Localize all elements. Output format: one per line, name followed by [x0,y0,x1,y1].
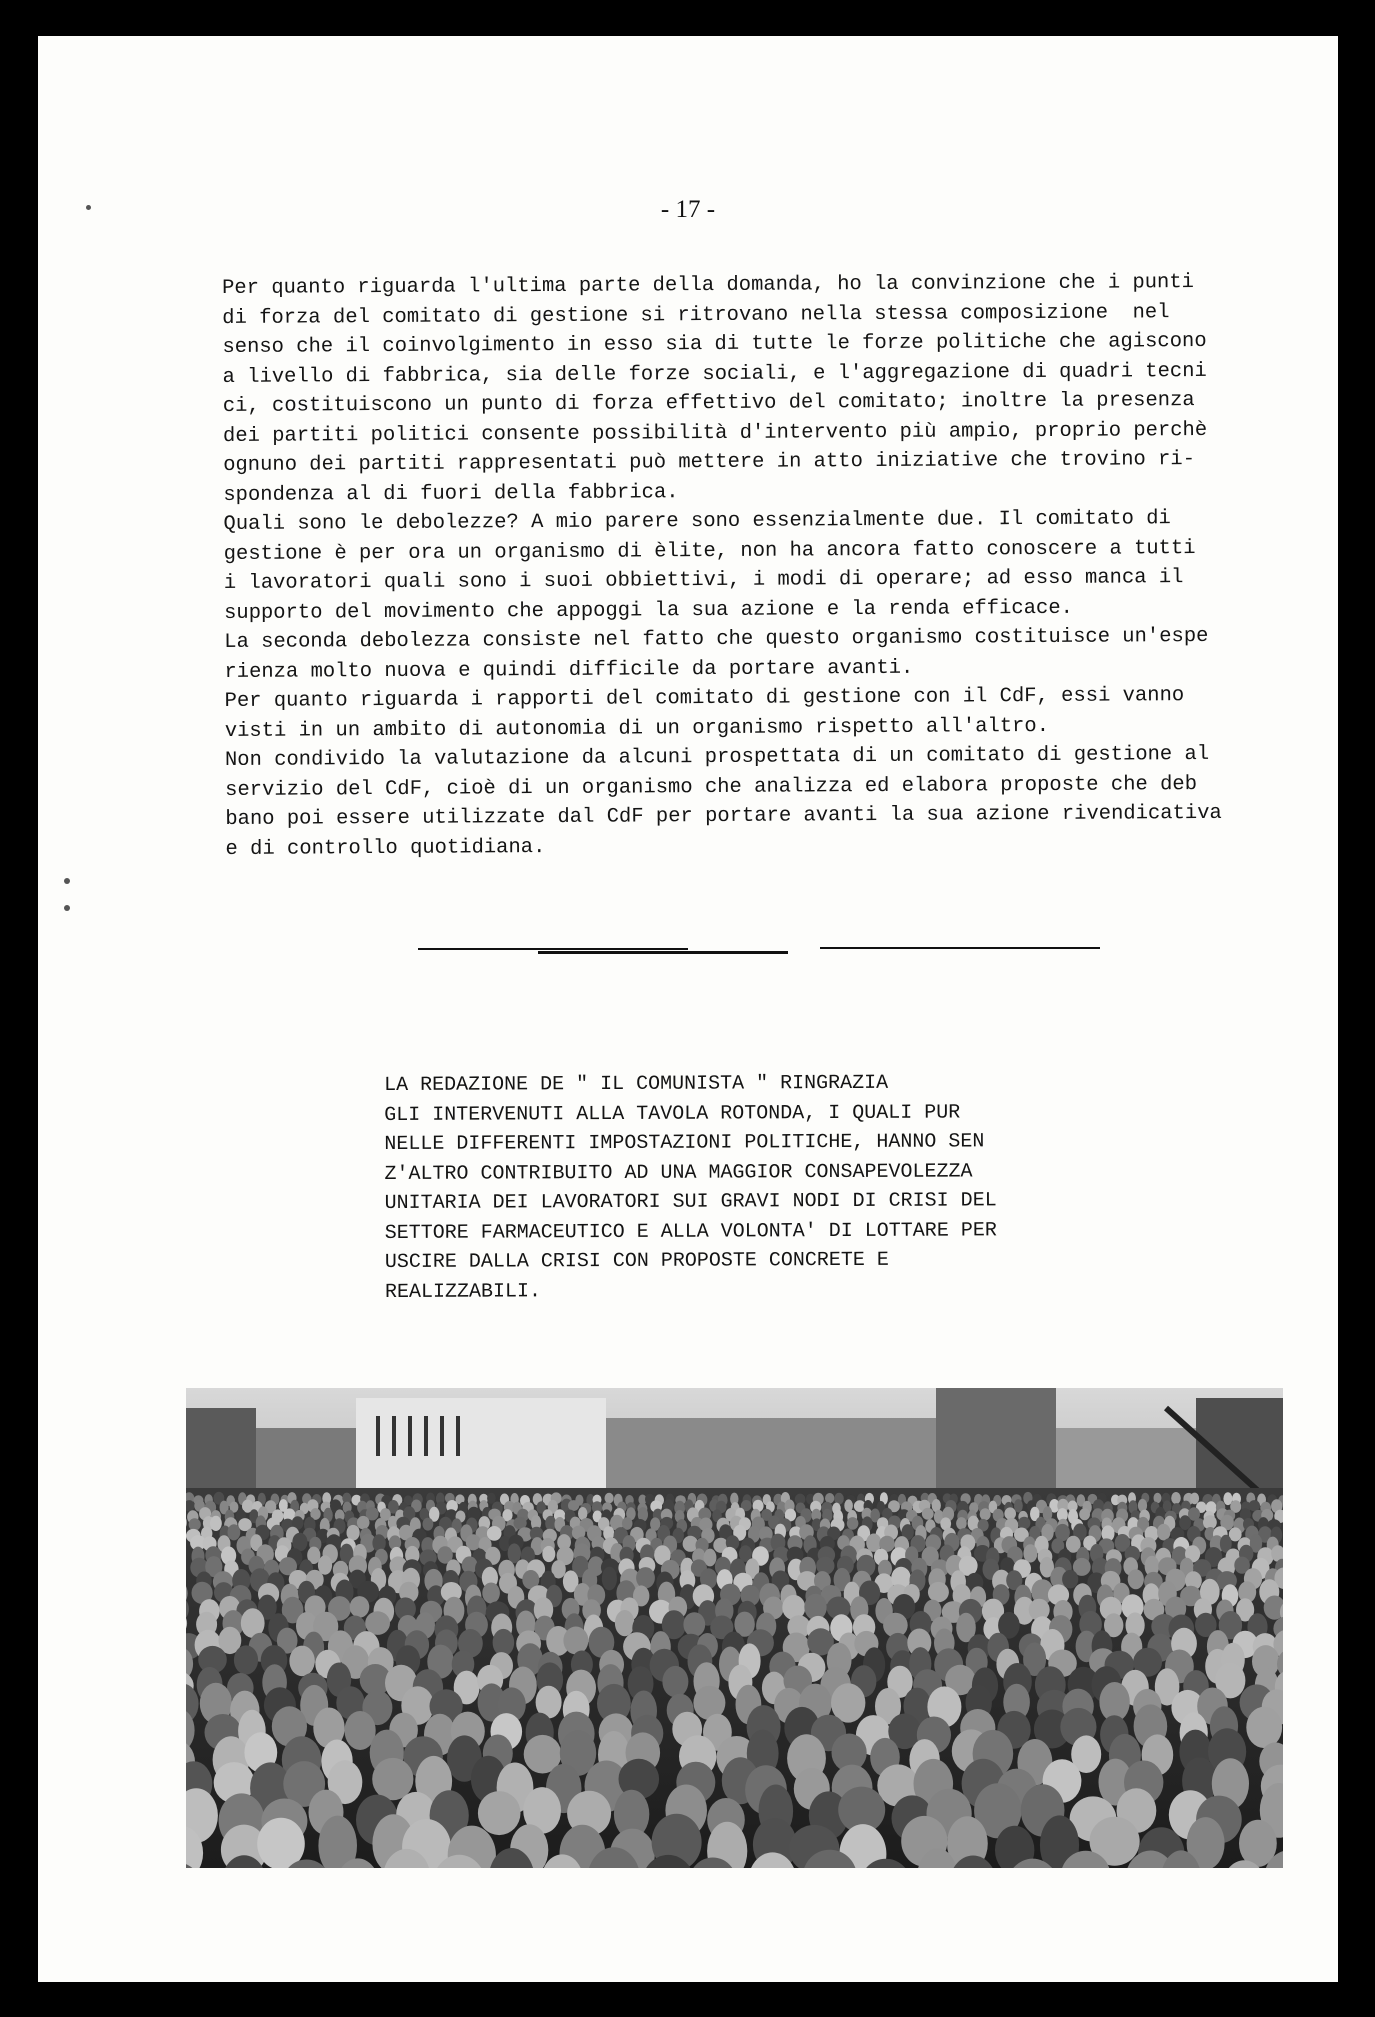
closing-line: LA REDAZIONE DE " IL COMUNISTA " RINGRAZIA [384,1071,889,1097]
body-text [222,267,1306,864]
separator-left-accent [538,951,788,954]
body-line: senso che il coinvolgimento in esso sia di tutte le forze politiche che agiscono [222,329,1207,359]
closing-line: REALIZZABILI. [384,1279,542,1304]
closing-line: USCIRE DALLA CRISI CON PROPOSTE CONCRETE E [384,1248,889,1274]
body-line: supporto del movimento che appoggi la sua azione e la renda efficace. [224,596,1073,625]
body-line: Per quanto riguarda i rapporti del comitato di gestione con il CdF, essi vanno [224,684,1185,713]
body-line: Non condivido la valutazione da alcuni prospettata di un comitato di gestione al [224,742,1210,772]
page-number: - 17 - [660,196,716,223]
document-page [38,36,1338,1982]
crowd-photo [186,1388,1283,1868]
body-line: di forza del comitato di gestione si ritrovano nella stessa composizione nel [222,300,1170,330]
scan-speck [86,205,91,210]
separator-left [418,948,688,950]
body-line: dei partiti politici consente possibilità d'intervento più ampio, proprio perchè [222,418,1208,448]
closing-line: NELLE DIFFERENTI IMPOSTAZIONI POLITICHE, HANNO SEN [384,1130,985,1156]
body-line: e di controllo quotidiana. [225,835,546,861]
body-line: ci, costituiscono un punto di forza effettivo del comitato; inoltre la presenza [222,389,1195,418]
body-line: La seconda debolezza consiste nel fatto che questo organismo costituisce un'espe [224,624,1209,654]
body-line: bano poi essere utilizzate dal CdF per portare avanti la sua azione rivendicativa [225,801,1222,831]
crowd-photo-icon [186,1388,1283,1868]
scan-speck [64,905,70,911]
closing-line: SETTORE FARMACEUTICO E ALLA VOLONTA' DI LOTTARE PER [384,1218,997,1245]
body-line: a livello di fabbrica, sia delle forze sociali, e l'aggregazione di quadri tecni [222,359,1207,389]
body-line: gestione è per ora un organismo di èlite, non ha ancora fatto conoscere a tutti [223,536,1196,566]
closing-line: GLI INTERVENUTI ALLA TAVOLA ROTONDA, I QUALI PUR [384,1100,961,1127]
separator-right [820,947,1100,949]
body-line: ognuno dei partiti rappresentati può mettere in atto iniziative che trovino ri- [223,448,1196,477]
closing-line: UNITARIA DEI LAVORATORI SUI GRAVI NODI DI CRISI DEL [384,1189,997,1215]
closing-line: Z'ALTRO CONTRIBUITO AD UNA MAGGIOR CONSAPEVOLEZZA [384,1159,973,1186]
body-line: Per quanto riguarda l'ultima parte della domanda, ho la convinzione che i punti [222,271,1195,300]
closing-note [384,1068,1105,1307]
scan-speck [64,878,70,884]
body-line: Quali sono le debolezze? A mio parere sono essenzialmente due. Il comitato di [223,507,1171,536]
body-line: visti in un ambito di autonomia di un organismo rispetto all'altro. [224,714,1050,743]
body-line: i lavoratori quali sono i suoi obbiettivi, i modi di operare; ad esso manca il [223,566,1184,595]
body-line: servizio del CdF, cioè di un organismo che analizza ed elabora proposte che deb [225,772,1198,802]
body-line: spondenza al di fuori della fabbrica. [223,480,679,507]
body-line: rienza molto nuova e quindi difficile da portare avanti. [224,656,914,684]
